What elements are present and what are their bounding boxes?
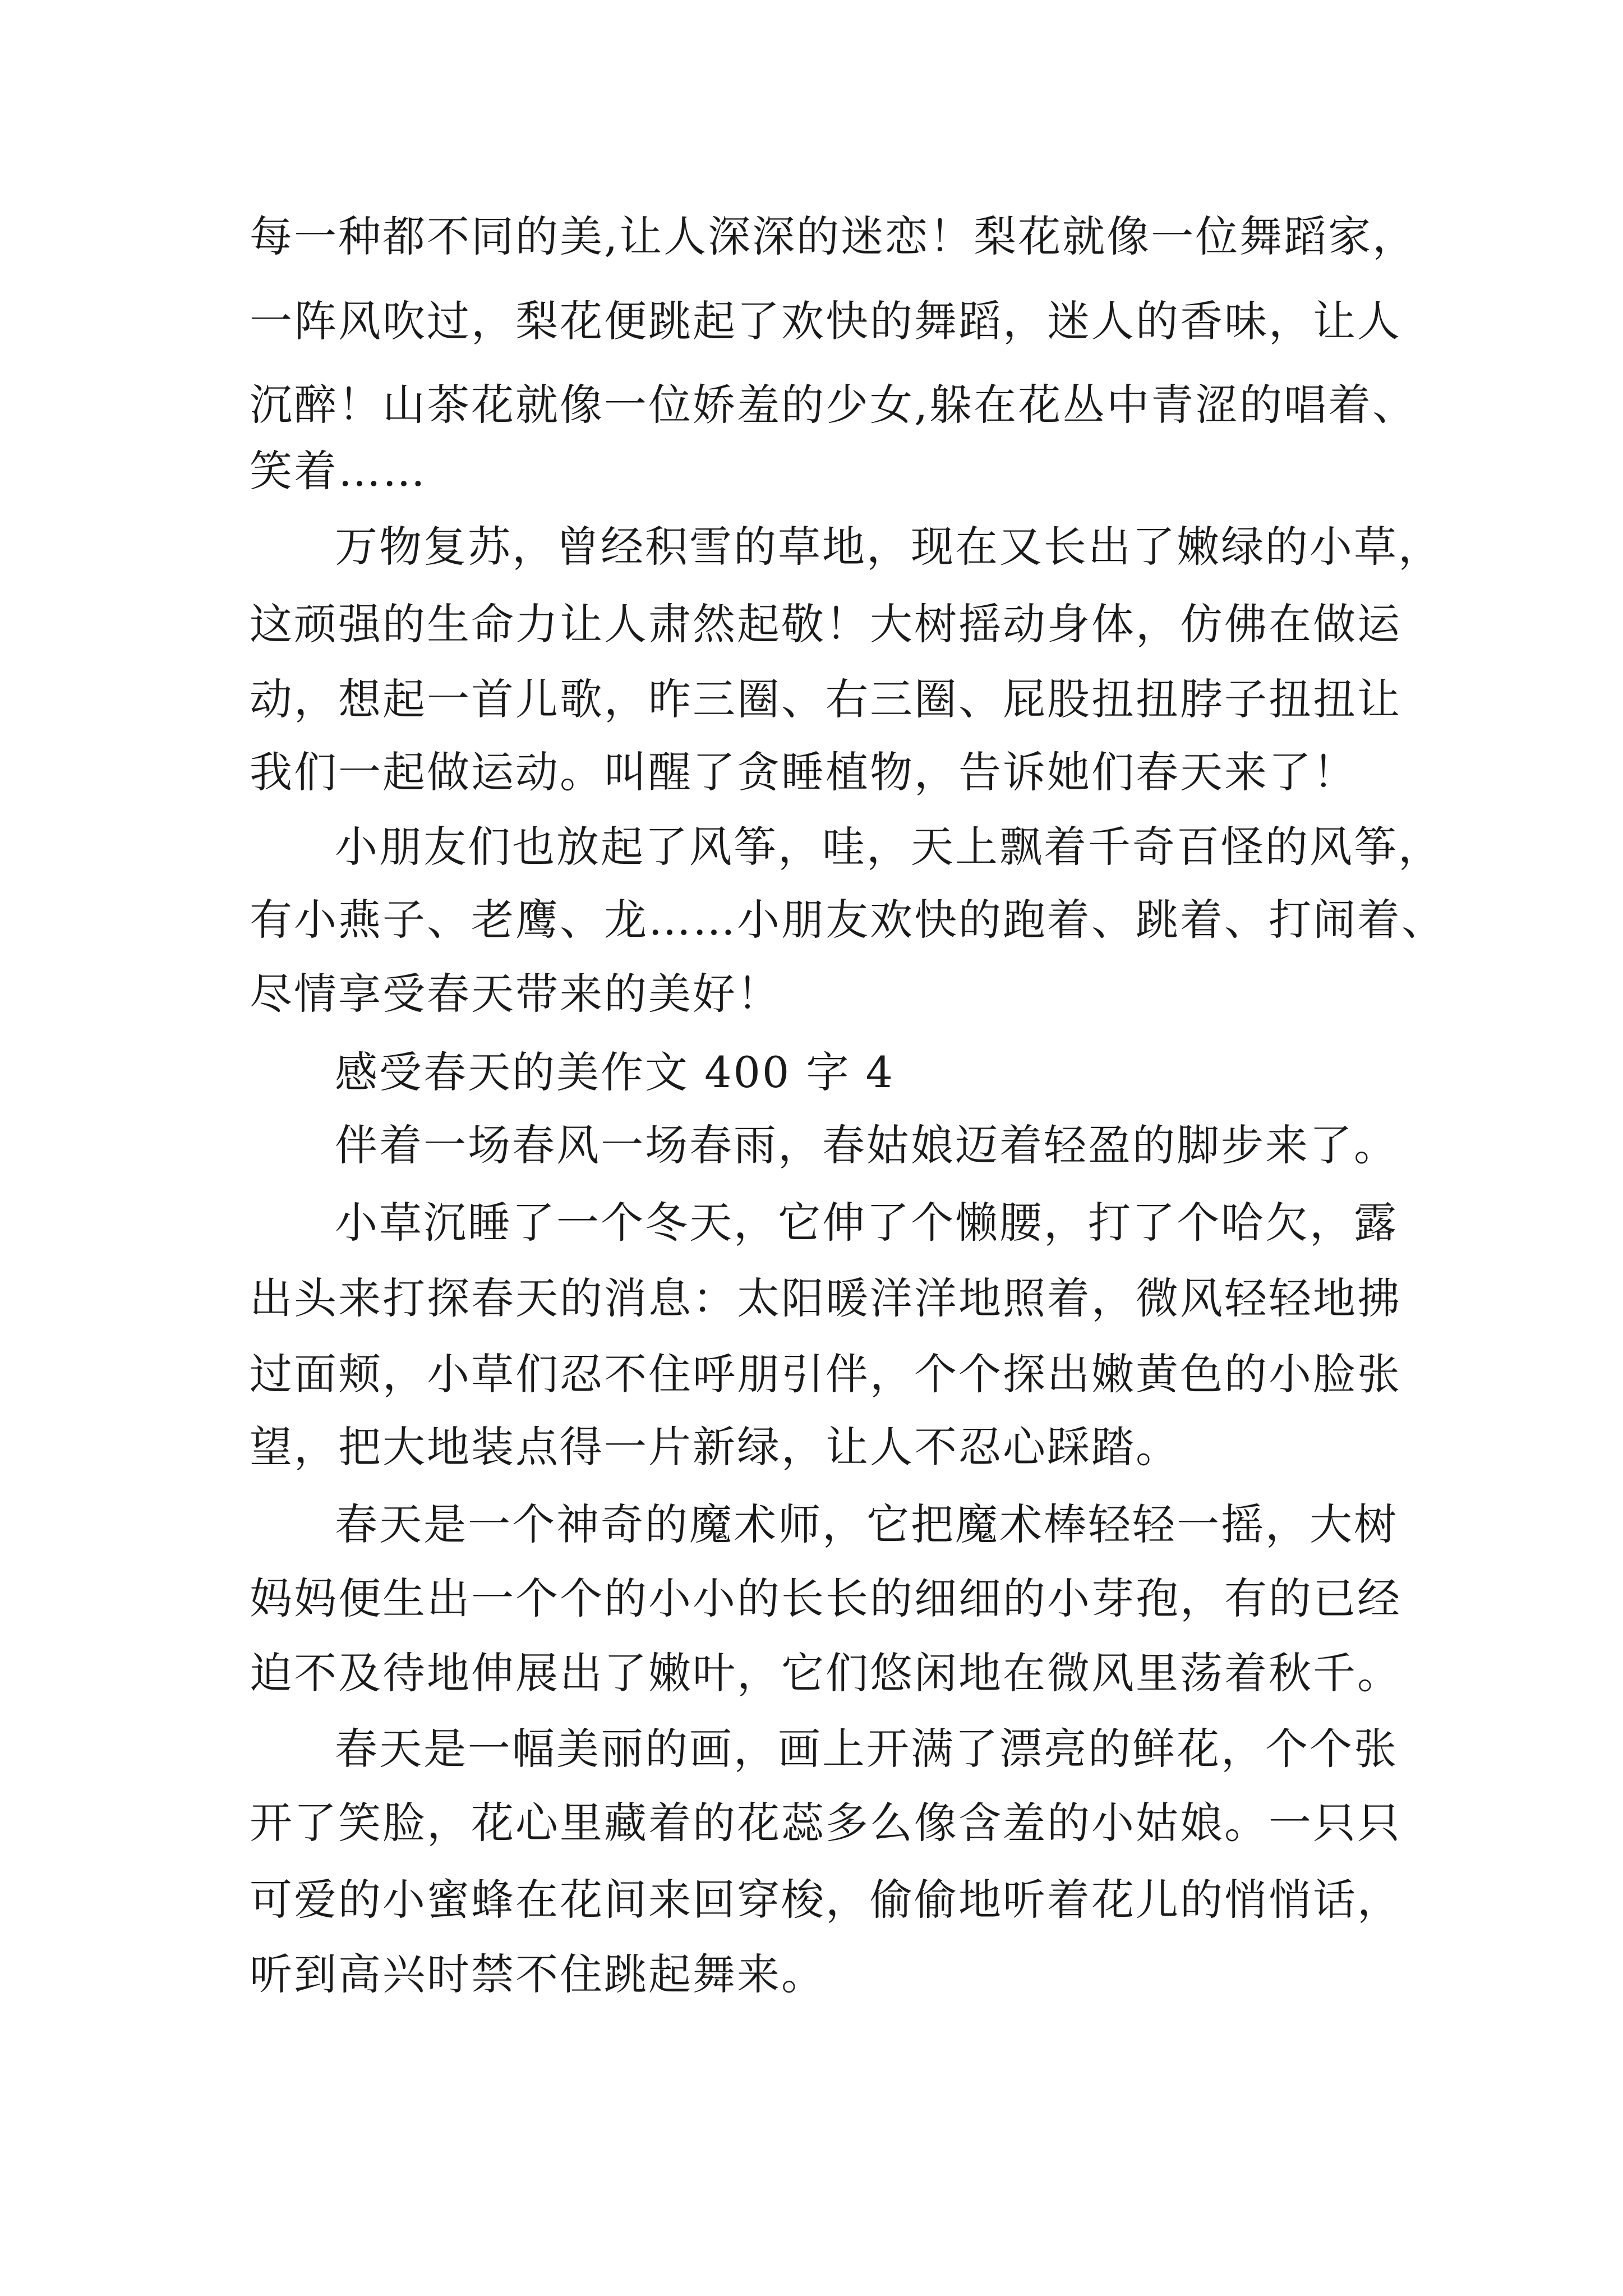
text-line: 这顽强的生命力让人肃然起敬！大树摇动身体，仿佛在做运 bbox=[250, 599, 1401, 649]
text-line: 每一种都不同的美,让人深深的迷恋！梨花就像一位舞蹈家， bbox=[250, 211, 1417, 261]
text-line: 妈妈便生出一个个的小小的长长的细细的小芽孢，有的已经 bbox=[250, 1573, 1401, 1623]
text-line: 听到高兴时禁不住跳起舞来。 bbox=[250, 1949, 826, 1999]
text-line: 尽情享受春天带来的美好！ bbox=[250, 969, 781, 1019]
text-line: 动，想起一首儿歌，昨三圈、右三圈、屁股扭扭脖子扭扭让 bbox=[250, 674, 1401, 724]
text-line: 春天是一个神奇的魔术师，它把魔术棒轻轻一摇，大树 bbox=[335, 1499, 1398, 1549]
text-line: 出头来打探春天的消息：太阳暖洋洋地照着，微风轻轻地拂 bbox=[250, 1273, 1401, 1323]
text-line: 可爱的小蜜蜂在花间来回穿梭，偷偷地听着花儿的悄悄话， bbox=[250, 1875, 1401, 1925]
text-line: 沉醉！山茶花就像一位娇羞的少女,躲在花丛中青涩的唱着、 bbox=[250, 380, 1417, 430]
text-line: 迫不及待地伸展出了嫩叶，它们悠闲地在微风里荡着秋千。 bbox=[250, 1648, 1401, 1698]
text-line: 一阵风吹过，梨花便跳起了欢快的舞蹈，迷人的香味，让人 bbox=[250, 296, 1401, 346]
text-line: 万物复苏，曾经积雪的草地，现在又长出了嫩绿的小草， bbox=[335, 522, 1442, 572]
text-line: 开了笑脸，花心里藏着的花蕊多么像含羞的小姑娘。一只只 bbox=[250, 1798, 1401, 1848]
text-line: 有小燕子、老鹰、龙……小朋友欢快的跑着、跳着、打闹着、 bbox=[250, 895, 1446, 945]
text-line: 春天是一幅美丽的画，画上开满了漂亮的鲜花，个个张 bbox=[335, 1724, 1398, 1774]
text-line: 小草沉睡了一个冬天，它伸了个懒腰，打了个哈欠，露 bbox=[335, 1198, 1398, 1248]
text-line: 笑着…… bbox=[250, 446, 427, 496]
text-line: 我们一起做运动。叫醒了贪睡植物，告诉她们春天来了！ bbox=[250, 747, 1357, 797]
text-line: 小朋友们也放起了风筝，哇，天上飘着千奇百怪的风筝， bbox=[335, 822, 1442, 872]
text-line: 过面颊，小草们忍不住呼朋引伴，个个探出嫩黄色的小脸张 bbox=[250, 1349, 1401, 1399]
section-heading: 感受春天的美作文 400 字 4 bbox=[335, 1047, 895, 1097]
text-line: 望，把大地装点得一片新绿，让人不忍心踩踏。 bbox=[250, 1422, 1180, 1472]
text-line: 伴着一场春风一场春雨，春姑娘迈着轻盈的脚步来了。 bbox=[335, 1120, 1398, 1170]
